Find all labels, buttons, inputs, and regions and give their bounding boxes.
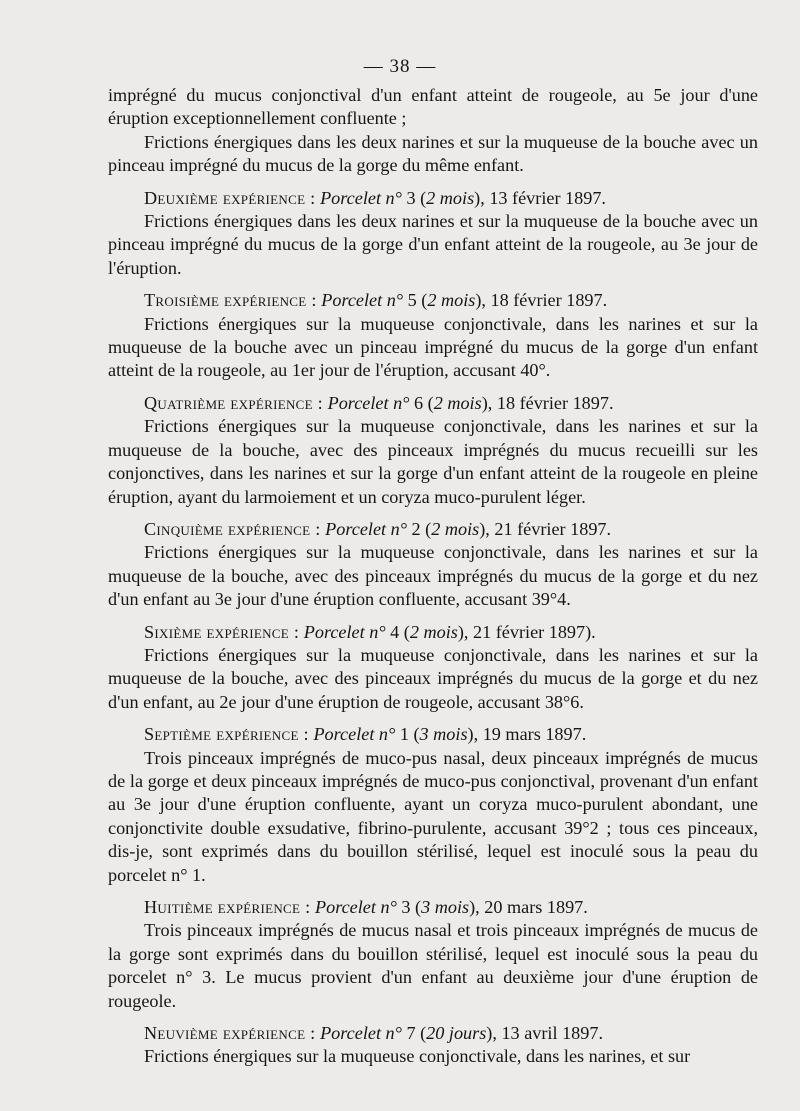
experiment-label: Neuvième expérience :: [144, 1023, 316, 1044]
experiment-label: Huitième expérience :: [144, 897, 311, 917]
experiment-heading: Septième expérience : Porcelet n° 1 (3 mois), 19 mars 1897.: [144, 724, 587, 745]
subject-age: 2 mois: [427, 290, 476, 311]
body-paragraph: Trois pinceaux imprégnés de muco-pus nasal, deux pinceaux imprégnés de mucus de la gorge et deux pinceaux imprégnés de muco-pus conjonctival, provenant d'un enfant au 3e jour d'une éruption confluente, ayant un coryza muco-purulent abondant, une conjonctivite double exsudative, fibrino-purulente, accusant 39°2 ; tous ces pinceaux, dis-je, sont exprimés dans du bouillon stérilisé, lequel est inoculé sous la peau du porcelet n° 1.: [108, 747, 758, 885]
subject-age: 2 mois: [409, 621, 458, 642]
experiment-date: 13 avril 1897.: [501, 1023, 603, 1044]
experiment-heading: Troisième expérience : Porcelet n° 5 (2 mois), 18 février 1897.: [144, 290, 608, 311]
experiment-date: 13 février 1897.: [489, 187, 606, 208]
body-paragraph: Trois pinceaux imprégnés de mucus nasal et trois pinceaux imprégnés de mucus de la gorge sont exprimés dans du bouillon stérilisé, lequel est inoculé sous la peau du porcelet n° 3. Le mucus provient d'un enfant au deuxième jour d'une éruption de rougeole.: [108, 920, 758, 1011]
body-paragraph: Frictions énergiques dans les deux narines et sur la muqueuse de la bouche avec un pinceau imprégné du mucus de la gorge du même enfant.: [108, 131, 758, 176]
experiment-date: 21 février 1897.: [494, 518, 612, 539]
page-number: — 38 —: [363, 56, 437, 77]
body-paragraph: Frictions énergiques sur la muqueuse conjonctivale, dans les narines et sur la muqueuse de la bouche, avec des pinceaux imprégnés du mucus de la gorge et du nez d'un enfant au 3e jour d'une éruption confluente, accusant 39°4.: [108, 542, 758, 610]
subject-label: Porcelet n°: [320, 187, 402, 208]
subject-number: 7: [406, 1023, 416, 1044]
experiment-heading: Cinquième expérience : Porcelet n° 2 (2 mois), 21 février 1897.: [144, 518, 612, 539]
experiment-date: 19 mars 1897.: [482, 724, 587, 745]
experiment-date: 18 février 1897.: [496, 392, 614, 413]
subject-label: Porcelet n°: [303, 621, 386, 642]
subject-age: 20 jours: [426, 1023, 487, 1044]
experiment-label: Deuxième expérience :: [144, 187, 316, 208]
experiment-date: 20 mars 1897.: [484, 897, 588, 917]
subject-number: 4: [390, 621, 400, 642]
subject-number: 6: [413, 392, 424, 413]
subject-number: 1: [399, 724, 409, 745]
experiment-label: Cinquième expérience :: [144, 518, 321, 539]
experiment-label: Sixième expérience :: [144, 621, 300, 642]
subject-label: Porcelet n°: [315, 897, 397, 917]
body-paragraph: Frictions énergiques sur la muqueuse conjonctivale, dans les narines et sur la muqueuse de la bouche, avec des pinceaux imprégnés du mucus recueilli sur les conjonctives, dans les narines et sur la gorge d'un enfant atteint de la rougeole en pleine éruption, ayant du larmoiement et un coryza muco-purulent léger.: [108, 416, 758, 507]
experiment-label: Quatrième expérience :: [144, 392, 324, 413]
subject-number: 3: [401, 897, 411, 917]
subject-age: 2 mois: [431, 518, 480, 539]
page-body: [108, 84, 758, 1069]
body-paragraph: Frictions énergiques sur la muqueuse conjonctivale, dans les narines, et sur: [144, 1046, 691, 1067]
experiment-date: 21 février 1897).: [473, 621, 596, 642]
experiment-heading: Neuvième expérience : Porcelet n° 7 (20 jours), 13 avril 1897.: [144, 1023, 603, 1044]
subject-number: 2: [411, 518, 421, 539]
experiment-heading: Sixième expérience : Porcelet n° 4 (2 mois), 21 février 1897).: [144, 621, 596, 642]
subject-number: 5: [407, 290, 417, 311]
experiment-label: Troisième expérience :: [144, 290, 317, 311]
subject-label: Porcelet n°: [327, 392, 410, 413]
subject-label: Porcelet n°: [320, 1023, 402, 1044]
body-paragraph: Frictions énergiques sur la muqueuse conjonctivale, dans les narines et sur la muqueuse de la bouche, avec des pinceaux imprégnés du mucus de la gorge et du nez d'un enfant, au 2e jour d'une éruption de rougeole, accusant 38°6.: [108, 644, 758, 712]
subject-label: Porcelet n°: [325, 518, 407, 539]
subject-age: 2 mois: [433, 392, 482, 413]
experiment-heading: Quatrième expérience : Porcelet n° 6 (2 mois), 18 février 1897.: [144, 392, 614, 413]
body-paragraph: Frictions énergiques sur la muqueuse conjonctivale, dans les narines et sur la muqueuse de la bouche avec un pinceau imprégné du mucus de la gorge d'un enfant atteint de la rougeole, au 1er jour de l'éruption, accusant 40°.: [108, 313, 758, 381]
subject-age: 2 mois: [426, 187, 475, 208]
body-paragraph: imprégné du mucus conjonctival d'un enfant atteint de rougeole, au 5e jour d'une éruption exceptionnellement confluente ;: [108, 85, 758, 129]
subject-label: Porcelet n°: [313, 724, 396, 745]
subject-age: 3 mois: [419, 724, 468, 745]
experiment-heading: Deuxième expérience : Porcelet n° 3 (2 mois), 13 février 1897.: [144, 187, 606, 208]
experiment-heading: Huitième expérience : Porcelet n° 3 (3 mois), 20 mars 1897.: [144, 897, 588, 917]
body-paragraph: Frictions énergiques dans les deux narines et sur la muqueuse de la bouche avec un pinceau imprégné du mucus de la gorge d'un enfant atteint de la rougeole, au 3e jour de l'éruption.: [108, 211, 758, 278]
experiment-date: 18 février 1897.: [490, 290, 608, 311]
subject-label: Porcelet n°: [321, 290, 404, 311]
subject-age: 3 mois: [421, 897, 470, 917]
subject-number: 3: [406, 187, 416, 208]
experiment-label: Septième expérience :: [144, 724, 309, 745]
